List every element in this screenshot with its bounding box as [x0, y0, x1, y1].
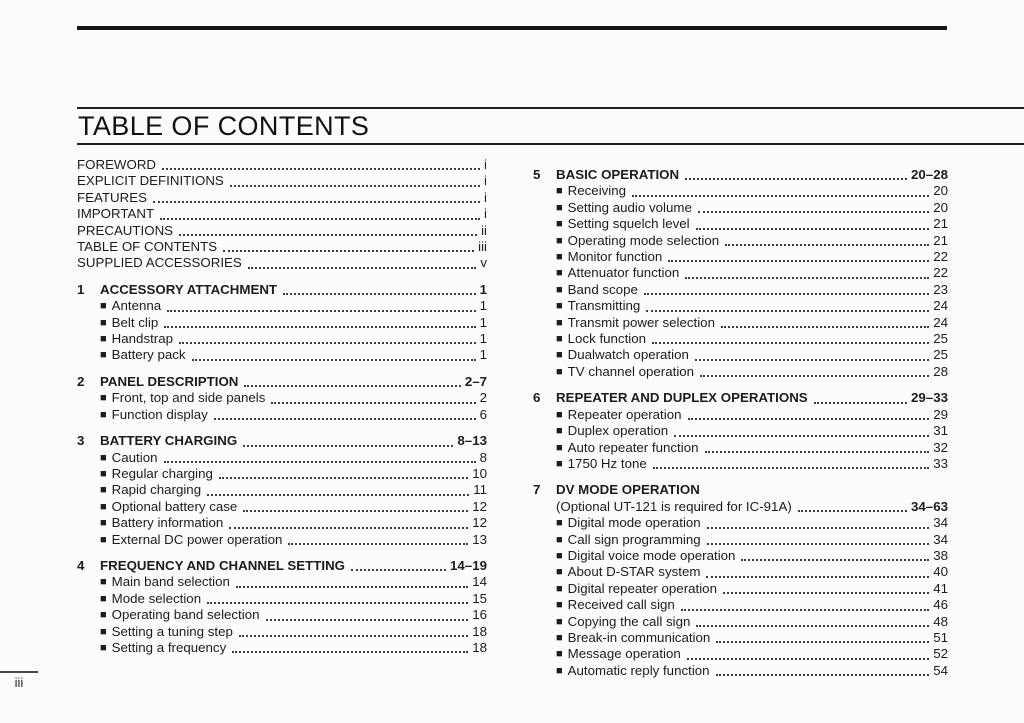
toc-column-left — [77, 157, 487, 679]
square-bullet-icon: ■ — [100, 451, 107, 464]
toc-item — [533, 347, 948, 363]
item-label: Monitor function — [567, 249, 663, 265]
dot-leader — [644, 293, 929, 295]
square-bullet-icon: ■ — [556, 349, 563, 362]
toc-item — [533, 298, 948, 314]
item-label: Handstrap — [111, 331, 174, 347]
dot-leader — [167, 310, 475, 312]
square-bullet-icon: ■ — [556, 517, 563, 530]
section-title: BATTERY CHARGING — [100, 433, 238, 449]
square-bullet-icon: ■ — [556, 648, 563, 661]
toc-item — [77, 574, 487, 590]
item-page: 29 — [933, 406, 948, 422]
toc-item — [533, 515, 948, 531]
toc-item — [77, 482, 487, 498]
section-title: FREQUENCY AND CHANNEL SETTING — [100, 557, 346, 573]
toc-item — [77, 640, 487, 656]
item-label: Digital mode operation — [567, 515, 701, 531]
toc-item — [533, 597, 948, 613]
square-bullet-icon: ■ — [556, 234, 563, 247]
entry-page: v — [480, 255, 487, 271]
entry-label: FOREWORD — [77, 157, 157, 172]
item-label: Transmitting — [567, 298, 641, 314]
item-page: 54 — [933, 662, 948, 678]
page-title: TABLE OF CONTENTS — [78, 111, 370, 141]
item-label: Setting a tuning step — [111, 623, 233, 639]
front-matter-entry — [77, 173, 487, 189]
square-bullet-icon: ■ — [556, 599, 563, 612]
dot-leader — [705, 451, 930, 453]
dot-leader — [707, 543, 930, 545]
square-bullet-icon: ■ — [100, 408, 107, 421]
item-label: Regular charging — [111, 465, 213, 481]
section-heading — [533, 167, 948, 183]
square-bullet-icon: ■ — [100, 625, 107, 638]
entry-page: i — [484, 189, 487, 205]
section-title: BASIC OPERATION — [556, 167, 680, 182]
item-label: 1750 Hz tone — [567, 455, 647, 471]
item-page: 24 — [933, 298, 948, 314]
square-bullet-icon: ■ — [556, 333, 563, 346]
dot-leader — [700, 375, 929, 377]
section-title: DV MODE OPERATION — [556, 482, 700, 498]
section-pages: 20–28 — [911, 167, 948, 182]
toc-item — [533, 331, 948, 347]
toc-section — [77, 374, 487, 423]
dot-leader — [741, 559, 929, 561]
toc-item — [533, 646, 948, 662]
dot-leader — [223, 250, 474, 252]
section-pages: 8–13 — [457, 433, 487, 449]
item-page: 22 — [933, 249, 948, 265]
section-title: PANEL DESCRIPTION — [100, 373, 239, 389]
square-bullet-icon: ■ — [100, 592, 107, 605]
toc-item — [77, 407, 487, 423]
item-page: 22 — [933, 265, 948, 281]
item-label: Copying the call sign — [567, 613, 691, 629]
toc-item — [533, 564, 948, 580]
dot-leader — [243, 445, 453, 447]
section-pages: 14–19 — [450, 557, 487, 573]
front-matter-entry — [77, 223, 487, 239]
item-page: 21 — [933, 216, 948, 232]
dot-leader — [674, 435, 929, 437]
item-label: Operating mode selection — [567, 232, 720, 248]
item-page: 8 — [479, 449, 487, 465]
toc-item — [533, 614, 948, 630]
item-page: 1 — [479, 314, 487, 330]
square-bullet-icon: ■ — [556, 201, 563, 214]
item-page: 28 — [933, 363, 948, 379]
dot-leader — [192, 359, 476, 361]
section-heading — [77, 558, 487, 574]
section-heading — [533, 482, 948, 498]
square-bullet-icon: ■ — [556, 185, 563, 198]
toc-item — [77, 347, 487, 363]
section-heading — [77, 282, 487, 298]
dot-leader — [244, 385, 460, 387]
dot-leader — [721, 326, 929, 328]
item-label: Repeater operation — [567, 406, 682, 422]
item-label: Battery pack — [111, 347, 186, 363]
item-label: Caution — [111, 449, 158, 465]
dot-leader — [239, 635, 468, 637]
dot-leader — [214, 418, 476, 420]
dot-leader — [695, 359, 929, 361]
square-bullet-icon: ■ — [100, 533, 107, 546]
item-label: Function display — [111, 406, 208, 422]
item-page: 34 — [933, 515, 948, 531]
dot-leader — [230, 185, 480, 187]
square-bullet-icon: ■ — [556, 441, 563, 454]
item-page: 21 — [933, 232, 948, 248]
toc-column-right — [533, 157, 948, 679]
dot-leader — [179, 342, 476, 344]
top-rule — [77, 26, 947, 30]
item-label: External DC power operation — [111, 531, 283, 547]
item-label: Setting squelch level — [567, 216, 690, 232]
toc-item — [77, 499, 487, 515]
toc-section — [533, 482, 948, 679]
toc-item — [533, 265, 948, 281]
dot-leader — [229, 527, 468, 529]
item-label: Receiving — [567, 183, 627, 199]
section-number: 1 — [77, 281, 85, 297]
toc-item — [77, 607, 487, 623]
dot-leader — [283, 293, 476, 295]
dot-leader — [653, 467, 929, 469]
title-rule-bottom — [77, 143, 1024, 145]
dot-leader — [243, 510, 468, 512]
toc-item — [533, 364, 948, 380]
toc-section — [533, 390, 948, 472]
item-label: Optional battery case — [111, 498, 238, 514]
front-matter-entry — [77, 190, 487, 206]
square-bullet-icon: ■ — [100, 300, 107, 313]
square-bullet-icon: ■ — [100, 641, 107, 654]
square-bullet-icon: ■ — [556, 631, 563, 644]
section-pages: 34–63 — [911, 498, 948, 514]
item-page: 25 — [933, 331, 948, 347]
section-number: 2 — [77, 373, 85, 389]
dot-leader — [696, 625, 929, 627]
toc-item — [533, 216, 948, 232]
section-number: 5 — [533, 167, 541, 182]
square-bullet-icon: ■ — [556, 300, 563, 313]
dot-leader — [716, 641, 929, 643]
toc-item — [77, 331, 487, 347]
section-pages: 29–33 — [911, 390, 948, 406]
toc-item — [533, 548, 948, 564]
item-label: Rapid charging — [111, 482, 202, 498]
item-page: 6 — [479, 406, 487, 422]
toc-item — [533, 233, 948, 249]
item-label: Mode selection — [111, 590, 202, 606]
toc-item — [533, 200, 948, 216]
toc-section — [77, 282, 487, 364]
toc-item — [77, 390, 487, 406]
item-label: About D-STAR system — [567, 564, 701, 580]
dot-leader — [668, 260, 929, 262]
item-page: 12 — [472, 498, 487, 514]
dot-leader — [652, 342, 929, 344]
entry-page: iii — [478, 239, 487, 255]
front-matter-entry — [77, 255, 487, 271]
section-pages: 1 — [479, 281, 487, 297]
item-page: 1 — [479, 298, 487, 314]
square-bullet-icon: ■ — [100, 484, 107, 497]
dot-leader — [162, 168, 480, 170]
item-label: Belt clip — [111, 314, 159, 330]
entry-label: SUPPLIED ACCESSORIES — [77, 255, 242, 271]
dot-leader — [685, 178, 907, 180]
toc-item — [533, 315, 948, 331]
dot-leader — [681, 609, 929, 611]
section-number: 4 — [77, 557, 85, 573]
footer-rule — [0, 671, 38, 673]
section-number: 7 — [533, 482, 541, 498]
dot-leader — [164, 461, 476, 463]
dot-leader — [219, 477, 468, 479]
item-label: Lock function — [567, 331, 647, 347]
dot-leader — [160, 218, 480, 220]
square-bullet-icon: ■ — [100, 576, 107, 589]
toc-item — [77, 450, 487, 466]
item-page: 20 — [933, 199, 948, 215]
section-subtitle — [533, 499, 948, 515]
item-label: Front, top and side panels — [111, 390, 266, 406]
item-page: 10 — [472, 465, 487, 481]
entry-label: IMPORTANT — [77, 206, 155, 222]
square-bullet-icon: ■ — [556, 251, 563, 264]
item-page: 14 — [472, 574, 487, 590]
item-label: Digital repeater operation — [567, 580, 717, 596]
square-bullet-icon: ■ — [100, 392, 107, 405]
square-bullet-icon: ■ — [100, 349, 107, 362]
dot-leader — [248, 267, 477, 269]
square-bullet-icon: ■ — [556, 533, 563, 546]
dot-leader — [685, 277, 929, 279]
dot-leader — [716, 674, 930, 676]
dot-leader — [814, 402, 907, 404]
toc-item — [533, 282, 948, 298]
item-page: 23 — [933, 281, 948, 297]
dot-leader — [207, 602, 468, 604]
section-title: ACCESSORY ATTACHMENT — [100, 281, 278, 297]
item-label: Break-in communication — [567, 629, 711, 645]
toc-item — [77, 515, 487, 531]
toc-item — [533, 630, 948, 646]
toc-section — [533, 167, 948, 380]
toc-item — [533, 249, 948, 265]
front-matter-entry — [77, 206, 487, 222]
toc-item — [77, 532, 487, 548]
item-label: Transmit power selection — [567, 314, 715, 330]
toc-section — [77, 558, 487, 656]
section-pages: 2–7 — [464, 373, 487, 389]
square-bullet-icon: ■ — [556, 566, 563, 579]
section-heading — [533, 390, 948, 406]
item-label: Band scope — [567, 281, 638, 297]
item-label: TV channel operation — [567, 363, 695, 379]
entry-page: i — [484, 157, 487, 172]
dot-leader — [706, 576, 929, 578]
toc-item — [533, 423, 948, 439]
dot-leader — [698, 211, 929, 213]
item-page: 33 — [933, 455, 948, 471]
dot-leader — [707, 527, 930, 529]
toc-item — [533, 456, 948, 472]
item-page: 48 — [933, 613, 948, 629]
item-page: 16 — [472, 607, 487, 623]
item-page: 40 — [933, 564, 948, 580]
square-bullet-icon: ■ — [556, 615, 563, 628]
toc-item — [77, 624, 487, 640]
item-label: Setting a frequency — [111, 639, 227, 655]
square-bullet-icon: ■ — [556, 267, 563, 280]
toc-item — [533, 440, 948, 456]
item-label: Attenuator function — [567, 265, 680, 281]
square-bullet-icon: ■ — [100, 609, 107, 622]
toc-item — [77, 315, 487, 331]
square-bullet-icon: ■ — [556, 365, 563, 378]
dot-leader — [236, 586, 468, 588]
dot-leader — [351, 569, 446, 571]
item-page: 13 — [472, 531, 487, 547]
item-page: 2 — [479, 390, 487, 406]
section-heading — [77, 433, 487, 449]
folio-page-number: iii — [14, 675, 24, 690]
section-number: 3 — [77, 433, 85, 449]
item-page: 1 — [479, 331, 487, 347]
item-label: Received call sign — [567, 597, 675, 613]
dot-leader — [688, 418, 930, 420]
entry-label: FEATURES — [77, 189, 147, 205]
dot-leader — [266, 619, 469, 621]
square-bullet-icon: ■ — [556, 408, 563, 421]
item-page: 15 — [472, 590, 487, 606]
item-label: Main band selection — [111, 574, 230, 590]
toc-item — [533, 183, 948, 199]
toc-item — [533, 407, 948, 423]
entry-label: PRECAUTIONS — [77, 222, 174, 238]
entry-page: i — [484, 206, 487, 222]
item-page: 31 — [933, 423, 948, 439]
square-bullet-icon: ■ — [100, 517, 107, 530]
square-bullet-icon: ■ — [100, 500, 107, 513]
item-page: 38 — [933, 547, 948, 563]
dot-leader — [632, 195, 929, 197]
item-page: 24 — [933, 314, 948, 330]
item-page: 18 — [472, 639, 487, 655]
front-matter-entry — [77, 239, 487, 255]
square-bullet-icon: ■ — [556, 316, 563, 329]
dot-leader — [153, 201, 480, 203]
toc-item — [533, 532, 948, 548]
square-bullet-icon: ■ — [100, 316, 107, 329]
item-page: 41 — [933, 580, 948, 596]
item-label: Call sign programming — [567, 531, 701, 547]
subtitle-label: (Optional UT-121 is required for IC-91A) — [556, 498, 792, 514]
square-bullet-icon: ■ — [556, 549, 563, 562]
square-bullet-icon: ■ — [556, 283, 563, 296]
front-matter-list — [77, 157, 487, 272]
toc-item — [77, 298, 487, 314]
item-page: 1 — [479, 347, 487, 363]
item-label: Message operation — [567, 646, 681, 662]
item-page: 11 — [473, 482, 487, 498]
item-label: Antenna — [111, 298, 162, 314]
dot-leader — [271, 402, 475, 404]
section-number: 6 — [533, 390, 541, 406]
item-page: 34 — [933, 531, 948, 547]
item-page: 12 — [472, 515, 487, 531]
item-label: Battery information — [111, 515, 224, 531]
dot-leader — [646, 310, 929, 312]
item-label: Dualwatch operation — [567, 347, 689, 363]
square-bullet-icon: ■ — [100, 467, 107, 480]
toc-columns — [77, 157, 948, 679]
dot-leader — [164, 326, 475, 328]
square-bullet-icon: ■ — [556, 457, 563, 470]
entry-page: i — [484, 173, 487, 189]
item-page: 20 — [933, 183, 948, 199]
dot-leader — [179, 234, 477, 236]
item-page: 46 — [933, 597, 948, 613]
section-title: REPEATER AND DUPLEX OPERATIONS — [556, 390, 808, 406]
square-bullet-icon: ■ — [100, 333, 107, 346]
item-label: Setting audio volume — [567, 199, 692, 215]
entry-page: ii — [481, 222, 487, 238]
item-page: 51 — [933, 629, 948, 645]
entry-label: EXPLICIT DEFINITIONS — [77, 173, 224, 189]
item-label: Auto repeater function — [567, 439, 699, 455]
square-bullet-icon: ■ — [556, 664, 563, 677]
dot-leader — [696, 228, 930, 230]
item-page: 25 — [933, 347, 948, 363]
dot-leader — [207, 494, 469, 496]
item-label: Duplex operation — [567, 423, 669, 439]
page-header — [77, 107, 1024, 145]
square-bullet-icon: ■ — [556, 582, 563, 595]
front-matter-entry — [77, 157, 487, 173]
item-page: 18 — [472, 623, 487, 639]
entry-label: TABLE OF CONTENTS — [77, 239, 218, 255]
square-bullet-icon: ■ — [556, 218, 563, 231]
toc-section — [77, 433, 487, 548]
dot-leader — [725, 244, 929, 246]
toc-item — [533, 663, 948, 679]
square-bullet-icon: ■ — [556, 425, 563, 438]
dot-leader — [288, 543, 468, 545]
item-page: 32 — [933, 439, 948, 455]
toc-item — [533, 581, 948, 597]
section-heading — [77, 374, 487, 390]
dot-leader — [687, 658, 929, 660]
dot-leader — [798, 510, 907, 512]
dot-leader — [232, 651, 468, 653]
toc-item — [77, 591, 487, 607]
toc-item — [77, 466, 487, 482]
item-label: Automatic reply function — [567, 662, 710, 678]
item-label: Digital voice mode operation — [567, 547, 736, 563]
item-label: Operating band selection — [111, 607, 260, 623]
item-page: 52 — [933, 646, 948, 662]
dot-leader — [723, 592, 929, 594]
